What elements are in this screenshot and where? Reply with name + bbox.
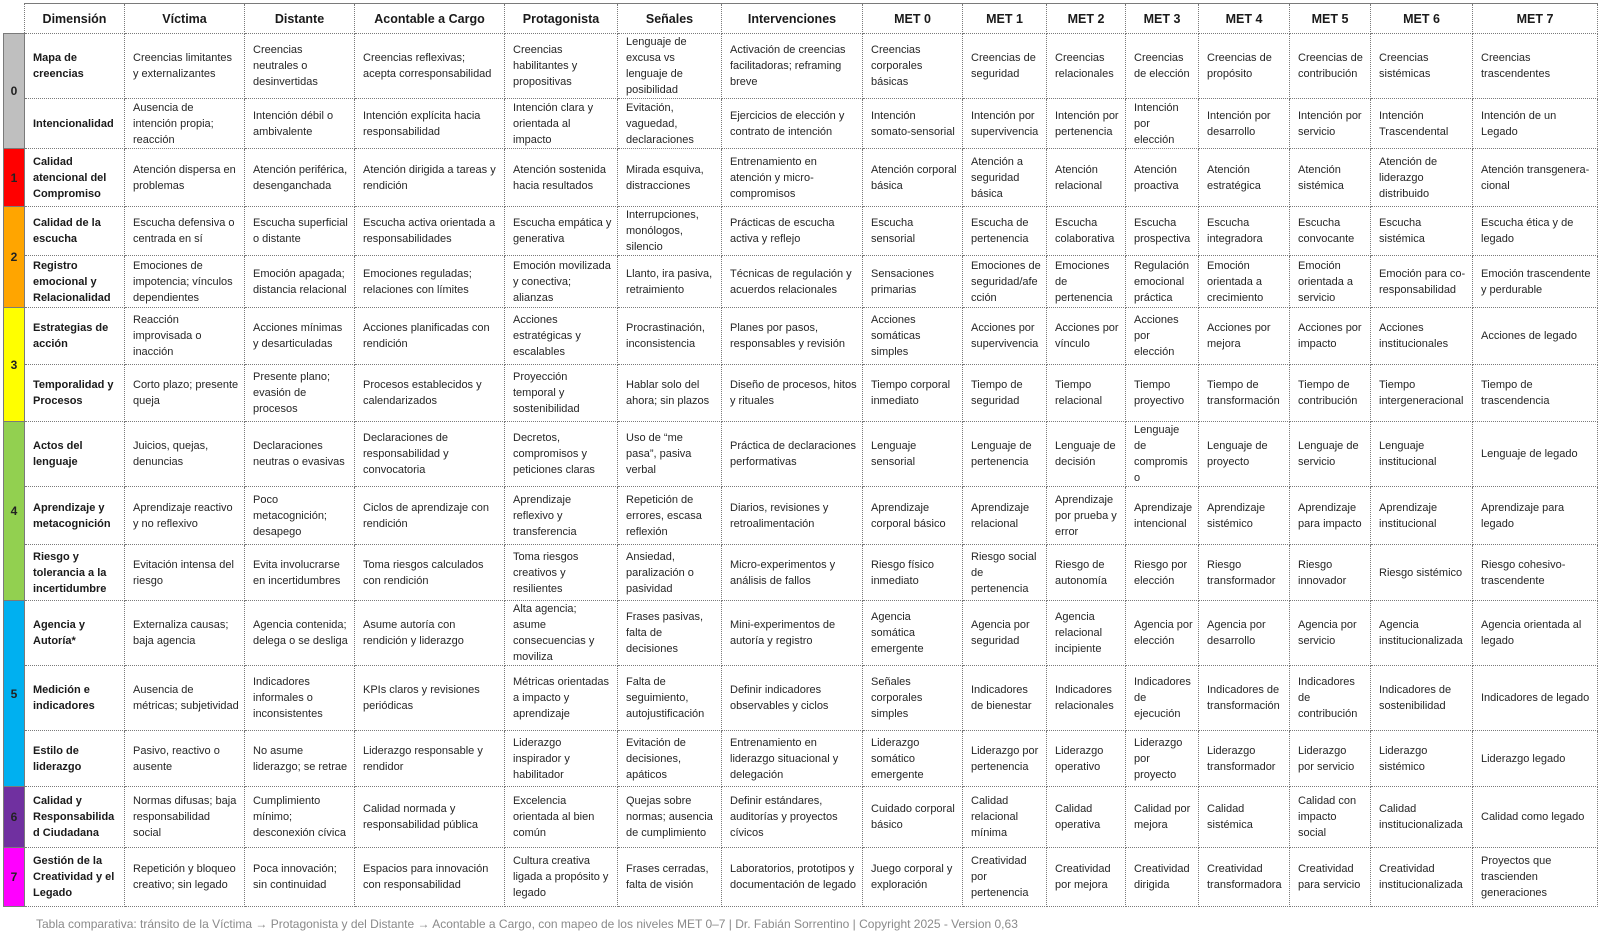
- table-cell: Ausencia de intención propia; reacción: [125, 99, 245, 149]
- dimension-cell: Actos del lenguaje: [25, 422, 125, 487]
- table-cell: Escucha empática y generativa: [505, 207, 618, 256]
- table-cell: Riesgo de autonomía: [1047, 545, 1126, 601]
- table-cell: Lenguaje de compromiso: [1126, 422, 1199, 487]
- table-cell: Emociones de seguridad/afe cción: [963, 256, 1047, 308]
- table-cell: Indicadores de bienestar: [963, 666, 1047, 731]
- header-met1: MET 1: [963, 4, 1047, 34]
- table-cell: Liderazgo por pertenencia: [963, 731, 1047, 787]
- table-cell: Liderazgo por proyecto: [1126, 731, 1199, 787]
- table-cell: Creatividad para servicio: [1290, 848, 1371, 907]
- table-row: [4, 99, 1598, 149]
- table-cell: Tiempo de trascendencia: [1473, 365, 1598, 422]
- table-cell: Atención dirigida a tareas y rendición: [355, 149, 505, 207]
- table-row: [4, 601, 1598, 666]
- level-band: 4: [4, 422, 25, 601]
- table-cell: Decretos, compromisos y peticiones claras: [505, 422, 618, 487]
- table-cell: Escucha superficial o distante: [245, 207, 355, 256]
- table-cell: Aprendizaje intencional: [1126, 487, 1199, 545]
- table-cell: Creencias habilitantes y propositivas: [505, 34, 618, 99]
- dimension-cell: Intencionalidad: [25, 99, 125, 149]
- table-cell: Indicadores relacionales: [1047, 666, 1126, 731]
- table-cell: Pasivo, reactivo o ausente: [125, 731, 245, 787]
- table-cell: Creencias corporales básicas: [863, 34, 963, 99]
- table-cell: Excelencia orientada al bien común: [505, 787, 618, 848]
- table-cell: Toma riesgos creativos y resilientes: [505, 545, 618, 601]
- table-cell: Poco metacognición; desapego: [245, 487, 355, 545]
- table-row: [4, 34, 1598, 99]
- table-cell: Intención Trascendental: [1371, 99, 1473, 149]
- table-cell: Creencias de propósito: [1199, 34, 1290, 99]
- table-cell: Micro-experimentos y análisis de fallos: [722, 545, 863, 601]
- table-cell: Tiempo intergeneracional: [1371, 365, 1473, 422]
- table-cell: Reacción improvisada o inacción: [125, 308, 245, 365]
- table-row: [4, 256, 1598, 308]
- table-cell: Emoción movilizada y conectiva; alianzas: [505, 256, 618, 308]
- table-row: [4, 848, 1598, 907]
- table-row: [4, 787, 1598, 848]
- level-band: 1: [4, 149, 25, 207]
- table-cell: Atención periférica, desenganchada: [245, 149, 355, 207]
- header-met6: MET 6: [1371, 4, 1473, 34]
- table-cell: Lenguaje de pertenencia: [963, 422, 1047, 487]
- table-cell: Lenguaje de proyecto: [1199, 422, 1290, 487]
- table-cell: Atención transgenera-cional: [1473, 149, 1598, 207]
- table-cell: Sensaciones primarias: [863, 256, 963, 308]
- table-cell: Calidad institucionalizada: [1371, 787, 1473, 848]
- table-cell: KPIs claros y revisiones periódicas: [355, 666, 505, 731]
- table-cell: Entrenamiento en atención y micro-compromisos: [722, 149, 863, 207]
- table-cell: Métricas orientadas a impacto y aprendizaje: [505, 666, 618, 731]
- table-cell: Riesgo físico inmediato: [863, 545, 963, 601]
- dimension-cell: Medición e indicadores: [25, 666, 125, 731]
- table-cell: Emoción orientada a crecimiento: [1199, 256, 1290, 308]
- table-cell: Indicadores informales o inconsistentes: [245, 666, 355, 731]
- table-cell: Procesos establecidos y calendarizados: [355, 365, 505, 422]
- table-cell: Liderazgo inspirador y habilitador: [505, 731, 618, 787]
- table-cell: Cultura creativa ligada a propósito y legado: [505, 848, 618, 907]
- table-cell: Escucha activa orientada a responsabilidades: [355, 207, 505, 256]
- table-cell: Repetición y bloqueo creativo; sin legado: [125, 848, 245, 907]
- table-cell: Lenguaje sensorial: [863, 422, 963, 487]
- table-cell: Indicadores de transformación: [1199, 666, 1290, 731]
- header-victima: Víctima: [125, 4, 245, 34]
- header-row: [4, 4, 1598, 34]
- table-cell: Mirada esquiva, distracciones: [618, 149, 722, 207]
- table-cell: Emoción apagada; distancia relacional: [245, 256, 355, 308]
- table-cell: Repetición de errores, escasa reflexión: [618, 487, 722, 545]
- level-band: 5: [4, 601, 25, 787]
- table-cell: Aprendizaje corporal básico: [863, 487, 963, 545]
- table-cell: Tiempo de contribución: [1290, 365, 1371, 422]
- table-cell: Lenguaje de legado: [1473, 422, 1598, 487]
- table-cell: Acciones por supervivencia: [963, 308, 1047, 365]
- table-body: [4, 34, 1598, 907]
- dimension-cell: Estilo de liderazgo: [25, 731, 125, 787]
- table-cell: Lenguaje de servicio: [1290, 422, 1371, 487]
- level-band: 7: [4, 848, 25, 907]
- table-cell: Agencia por elección: [1126, 601, 1199, 666]
- table-cell: Aprendizaje para legado: [1473, 487, 1598, 545]
- table-row: [4, 666, 1598, 731]
- table-cell: Ansiedad, paralización o pasividad: [618, 545, 722, 601]
- table-cell: Calidad por mejora: [1126, 787, 1199, 848]
- table-cell: Intención explícita hacia responsabilidad: [355, 99, 505, 149]
- table-row: [4, 149, 1598, 207]
- table-cell: Creatividad por mejora: [1047, 848, 1126, 907]
- dimension-cell: Riesgo y tolerancia a la incertidumbre: [25, 545, 125, 601]
- table-cell: Escucha ética y de legado: [1473, 207, 1598, 256]
- table-cell: Aprendizaje sistémico: [1199, 487, 1290, 545]
- table-cell: Proyección temporal y sostenibilidad: [505, 365, 618, 422]
- table-cell: Indicadores de contribución: [1290, 666, 1371, 731]
- table-cell: Calidad sistémica: [1199, 787, 1290, 848]
- table-cell: Creencias de seguridad: [963, 34, 1047, 99]
- table-cell: Externaliza causas; baja agencia: [125, 601, 245, 666]
- table-row: [4, 731, 1598, 787]
- table-row: [4, 422, 1598, 487]
- table-cell: Atención relacional: [1047, 149, 1126, 207]
- table-cell: Riesgo innovador: [1290, 545, 1371, 601]
- dimension-cell: Temporalidad y Procesos: [25, 365, 125, 422]
- table-cell: Evita involucrarse en incertidumbres: [245, 545, 355, 601]
- table-cell: Cumplimiento mínimo; desconexión cívica: [245, 787, 355, 848]
- footer-caption: Tabla comparativa: tránsito de la Víctima → Protagonista y del Distante → Acontable a Cargo, con mapeo de los niveles MET 0–7 | Dr. Fabián Sorrentino | Copyright 2025 - Version 0,63: [36, 917, 1018, 931]
- table-cell: Intención clara y orientada al impacto: [505, 99, 618, 149]
- table-cell: Acciones planificadas con rendición: [355, 308, 505, 365]
- dimension-cell: Calidad y Responsabilidad Ciudadana: [25, 787, 125, 848]
- table-cell: Agencia por servicio: [1290, 601, 1371, 666]
- dimension-cell: Estrategias de acción: [25, 308, 125, 365]
- table-cell: Calidad operativa: [1047, 787, 1126, 848]
- table-cell: Creatividad transformadora: [1199, 848, 1290, 907]
- table-cell: Calidad como legado: [1473, 787, 1598, 848]
- table-cell: Acciones somáticas simples: [863, 308, 963, 365]
- table-cell: Liderazgo por servicio: [1290, 731, 1371, 787]
- table-cell: Aprendizaje reflexivo y transferencia: [505, 487, 618, 545]
- table-cell: Escucha prospectiva: [1126, 207, 1199, 256]
- table-cell: Prácticas de escucha activa y reflejo: [722, 207, 863, 256]
- header-distante: Distante: [245, 4, 355, 34]
- dimension-cell: Agencia y Autoría*: [25, 601, 125, 666]
- table-cell: Calidad normada y responsabilidad pública: [355, 787, 505, 848]
- table-cell: Emociones reguladas; relaciones con límites: [355, 256, 505, 308]
- header-dimension: Dimensión: [25, 4, 125, 34]
- table-cell: Intención de un Legado: [1473, 99, 1598, 149]
- table-cell: Intención somato-sensorial: [863, 99, 963, 149]
- table-cell: Liderazgo somático emergente: [863, 731, 963, 787]
- table-cell: Asume autoría con rendición y liderazgo: [355, 601, 505, 666]
- table-cell: Definir indicadores observables y ciclos: [722, 666, 863, 731]
- table-cell: Intención débil o ambivalente: [245, 99, 355, 149]
- table-cell: Escucha sensorial: [863, 207, 963, 256]
- table-row: [4, 545, 1598, 601]
- table-cell: Atención a seguridad básica: [963, 149, 1047, 207]
- table-cell: Definir estándares, auditorías y proyectos cívicos: [722, 787, 863, 848]
- table-cell: Creencias sistémicas: [1371, 34, 1473, 99]
- table-cell: Agencia somática emergente: [863, 601, 963, 666]
- table-cell: Calidad relacional mínima: [963, 787, 1047, 848]
- table-cell: Técnicas de regulación y acuerdos relacionales: [722, 256, 863, 308]
- table-cell: Creencias de elección: [1126, 34, 1199, 99]
- table-cell: Tiempo corporal inmediato: [863, 365, 963, 422]
- header-met2: MET 2: [1047, 4, 1126, 34]
- table-cell: Creencias trascendentes: [1473, 34, 1598, 99]
- table-cell: Práctica de declaraciones performativas: [722, 422, 863, 487]
- table-cell: Liderazgo responsable y rendidor: [355, 731, 505, 787]
- table-cell: Aprendizaje reactivo y no reflexivo: [125, 487, 245, 545]
- dimension-cell: Calidad atencional del Compromiso: [25, 149, 125, 207]
- header-met7: MET 7: [1473, 4, 1598, 34]
- table-cell: Escucha convocante: [1290, 207, 1371, 256]
- table-cell: Evitación intensa del riesgo: [125, 545, 245, 601]
- table-cell: Señales corporales simples: [863, 666, 963, 731]
- table-cell: Atención corporal básica: [863, 149, 963, 207]
- table-cell: Juego corporal y exploración: [863, 848, 963, 907]
- header-met5: MET 5: [1290, 4, 1371, 34]
- table-cell: Agencia por seguridad: [963, 601, 1047, 666]
- table-cell: Tiempo relacional: [1047, 365, 1126, 422]
- table-cell: Atención estratégica: [1199, 149, 1290, 207]
- table-cell: Intención por servicio: [1290, 99, 1371, 149]
- table-cell: Alta agencia; asume consecuencias y moviliza: [505, 601, 618, 666]
- table-cell: Acciones estratégicas y escalables: [505, 308, 618, 365]
- table-cell: Frases cerradas, falta de visión: [618, 848, 722, 907]
- dimension-cell: Gestión de la Creatividad y el Legado: [25, 848, 125, 907]
- header-met3: MET 3: [1126, 4, 1199, 34]
- table-cell: Evitación de decisiones, apáticos: [618, 731, 722, 787]
- table-cell: Acciones por elección: [1126, 308, 1199, 365]
- table-cell: Declaraciones neutras o evasivas: [245, 422, 355, 487]
- table-cell: Juicios, quejas, denuncias: [125, 422, 245, 487]
- table-row: [4, 365, 1598, 422]
- table-cell: No asume liderazgo; se retrae: [245, 731, 355, 787]
- table-cell: Creatividad por pertenencia: [963, 848, 1047, 907]
- dimension-cell: Aprendizaje y metacognición: [25, 487, 125, 545]
- table-cell: Presente plano; evasión de procesos: [245, 365, 355, 422]
- table-cell: Creatividad dirigida: [1126, 848, 1199, 907]
- table-cell: Emoción orientada a servicio: [1290, 256, 1371, 308]
- table-cell: Aprendizaje para impacto: [1290, 487, 1371, 545]
- table-cell: Normas difusas; baja responsabilidad social: [125, 787, 245, 848]
- table-cell: Riesgo por elección: [1126, 545, 1199, 601]
- table-cell: Creatividad institucionalizada: [1371, 848, 1473, 907]
- table-cell: Uso de “me pasa”, pasiva verbal: [618, 422, 722, 487]
- table-cell: Agencia institucionalizada: [1371, 601, 1473, 666]
- table-cell: Diarios, revisiones y retroalimentación: [722, 487, 863, 545]
- table-cell: Mini-experimentos de autoría y registro: [722, 601, 863, 666]
- table-cell: Atención de liderazgo distribuido: [1371, 149, 1473, 207]
- table-cell: Proyectos que trascienden generaciones: [1473, 848, 1598, 907]
- header-met4: MET 4: [1199, 4, 1290, 34]
- table-cell: Agencia relacional incipiente: [1047, 601, 1126, 666]
- table-cell: Escucha sistémica: [1371, 207, 1473, 256]
- table-cell: Intención por pertenencia: [1047, 99, 1126, 149]
- table-cell: Declaraciones de responsabilidad y convocatoria: [355, 422, 505, 487]
- table-cell: Corto plazo; presente queja: [125, 365, 245, 422]
- table-cell: Tiempo de seguridad: [963, 365, 1047, 422]
- table-cell: Indicadores de sostenibilidad: [1371, 666, 1473, 731]
- table-cell: Lenguaje institucional: [1371, 422, 1473, 487]
- table-cell: Lenguaje de decisión: [1047, 422, 1126, 487]
- table-cell: Acciones de legado: [1473, 308, 1598, 365]
- table-cell: Espacios para innovación con responsabilidad: [355, 848, 505, 907]
- table-cell: Creencias reflexivas; acepta corresponsabilidad: [355, 34, 505, 99]
- table-cell: Ausencia de métricas; subjetividad: [125, 666, 245, 731]
- table-cell: Atención dispersa en problemas: [125, 149, 245, 207]
- dimension-cell: Calidad de la escucha: [25, 207, 125, 256]
- comparison-table-wrapper: [3, 3, 1598, 907]
- table-cell: Falta de seguimiento, autojustificación: [618, 666, 722, 731]
- table-cell: Llanto, ira pasiva, retraimiento: [618, 256, 722, 308]
- table-cell: Agencia orientada al legado: [1473, 601, 1598, 666]
- table-cell: Riesgo social de pertenencia: [963, 545, 1047, 601]
- table-cell: Emociones de pertenencia: [1047, 256, 1126, 308]
- level-header: [4, 4, 25, 34]
- table-cell: Hablar solo del ahora; sin plazos: [618, 365, 722, 422]
- table-cell: Interrupciones, monólogos, silencio: [618, 207, 722, 256]
- table-cell: Liderazgo sistémico: [1371, 731, 1473, 787]
- table-cell: Indicadores de ejecución: [1126, 666, 1199, 731]
- table-cell: Calidad con impacto social: [1290, 787, 1371, 848]
- table-cell: Agencia contenida; delega o se desliga: [245, 601, 355, 666]
- table-cell: Emoción trascendente y perdurable: [1473, 256, 1598, 308]
- table-cell: Aprendizaje por prueba y error: [1047, 487, 1126, 545]
- table-cell: Intención por elección: [1126, 99, 1199, 149]
- table-cell: Creencias relacionales: [1047, 34, 1126, 99]
- table-cell: Frases pasivas, falta de decisiones: [618, 601, 722, 666]
- table-cell: Creencias limitantes y externalizantes: [125, 34, 245, 99]
- table-cell: Quejas sobre normas; ausencia de cumplimiento: [618, 787, 722, 848]
- table-cell: Tiempo proyectivo: [1126, 365, 1199, 422]
- table-cell: Atención sistémica: [1290, 149, 1371, 207]
- table-cell: Creencias de contribución: [1290, 34, 1371, 99]
- table-cell: Acciones por vínculo: [1047, 308, 1126, 365]
- table-cell: Riesgo sistémico: [1371, 545, 1473, 601]
- table-cell: Indicadores de legado: [1473, 666, 1598, 731]
- table-cell: Emociones de impotencia; vínculos dependientes: [125, 256, 245, 308]
- table-row: [4, 207, 1598, 256]
- table-cell: Liderazgo legado: [1473, 731, 1598, 787]
- table-cell: Laboratorios, prototipos y documentación de legado: [722, 848, 863, 907]
- level-band: 0: [4, 34, 25, 149]
- table-cell: Escucha integradora: [1199, 207, 1290, 256]
- table-cell: Acciones por mejora: [1199, 308, 1290, 365]
- header-acontable: Acontable a Cargo: [355, 4, 505, 34]
- header-senales: Señales: [618, 4, 722, 34]
- table-cell: Escucha colaborativa: [1047, 207, 1126, 256]
- table-cell: Creencias neutrales o desinvertidas: [245, 34, 355, 99]
- table-cell: Acciones institucionales: [1371, 308, 1473, 365]
- table-cell: Emoción para co-responsabilidad: [1371, 256, 1473, 308]
- level-band: 6: [4, 787, 25, 848]
- table-cell: Liderazgo operativo: [1047, 731, 1126, 787]
- header-protagonista: Protagonista: [505, 4, 618, 34]
- table-cell: Toma riesgos calculados con rendición: [355, 545, 505, 601]
- table-cell: Lenguaje de excusa vs lenguaje de posibilidad: [618, 34, 722, 99]
- table-cell: Atención sostenida hacia resultados: [505, 149, 618, 207]
- table-cell: Riesgo transformador: [1199, 545, 1290, 601]
- table-cell: Tiempo de transformación: [1199, 365, 1290, 422]
- table-cell: Ciclos de aprendizaje con rendición: [355, 487, 505, 545]
- comparison-table: [3, 3, 1598, 907]
- table-cell: Aprendizaje relacional: [963, 487, 1047, 545]
- table-cell: Ejercicios de elección y contrato de intención: [722, 99, 863, 149]
- table-cell: Liderazgo transformador: [1199, 731, 1290, 787]
- table-cell: Poca innovación; sin continuidad: [245, 848, 355, 907]
- table-cell: Cuidado corporal básico: [863, 787, 963, 848]
- level-band: 2: [4, 207, 25, 308]
- table-row: [4, 487, 1598, 545]
- table-cell: Intención por desarrollo: [1199, 99, 1290, 149]
- table-cell: Agencia por desarrollo: [1199, 601, 1290, 666]
- table-cell: Activación de creencias facilitadoras; reframing breve: [722, 34, 863, 99]
- table-cell: Regulación emocional práctica: [1126, 256, 1199, 308]
- table-cell: Planes por pasos, responsables y revisión: [722, 308, 863, 365]
- level-band: 3: [4, 308, 25, 422]
- dimension-cell: Mapa de creencias: [25, 34, 125, 99]
- table-cell: Escucha defensiva o centrada en sí: [125, 207, 245, 256]
- table-cell: Acciones mínimas y desarticuladas: [245, 308, 355, 365]
- table-cell: Entrenamiento en liderazgo situacional y delegación: [722, 731, 863, 787]
- table-cell: Riesgo cohesivo-trascendente: [1473, 545, 1598, 601]
- header-intervenciones: Intervenciones: [722, 4, 863, 34]
- dimension-cell: Registro emocional y Relacionalidad: [25, 256, 125, 308]
- table-cell: Intención por supervivencia: [963, 99, 1047, 149]
- table-cell: Atención proactiva: [1126, 149, 1199, 207]
- table-cell: Diseño de procesos, hitos y rituales: [722, 365, 863, 422]
- table-cell: Aprendizaje institucional: [1371, 487, 1473, 545]
- table-cell: Acciones por impacto: [1290, 308, 1371, 365]
- header-met0: MET 0: [863, 4, 963, 34]
- table-cell: Escucha de pertenencia: [963, 207, 1047, 256]
- table-row: [4, 308, 1598, 365]
- table-cell: Procrastinación, inconsistencia: [618, 308, 722, 365]
- table-cell: Evitación, vaguedad, declaraciones: [618, 99, 722, 149]
